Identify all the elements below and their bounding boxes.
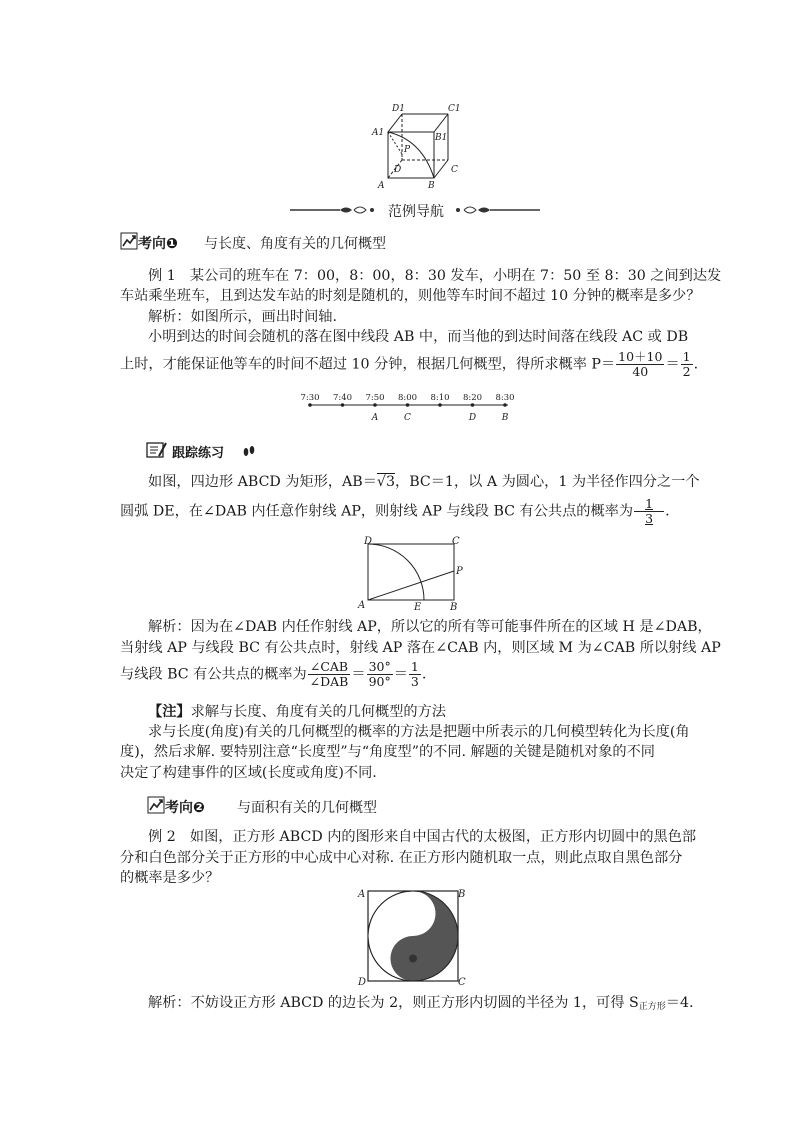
cube-label-c: C <box>451 165 458 175</box>
cube-figure <box>368 100 464 192</box>
timeline-tick-dot <box>373 403 377 407</box>
example1-line2: 车站乘坐班车，且到达发车站的时刻是随机的，则他等车时间不超过 10 分钟的概率是多少？ <box>120 288 701 304</box>
practice-q2-pre: 圆弧 DE，在∠DAB 内任意作射线 AP，则射线 AP 与线段 BC 有公共点的概率为 <box>120 503 634 520</box>
probability-fraction-2 <box>681 350 693 379</box>
practice-q1-pre: 如图，四边形 ABCD 为矩形，AB＝ <box>148 474 377 490</box>
timeline-point-c: C <box>404 413 411 423</box>
note-heading <box>148 702 676 722</box>
section-title: 范例导航 <box>388 204 444 220</box>
timeline-tick-label: 8:30 <box>495 393 515 403</box>
solution2-l3-pre: 与线段 BC 有公共点的概率为 <box>120 666 307 683</box>
solution3-post: ＝4. <box>665 995 694 1011</box>
left-ornament <box>280 204 380 216</box>
note-title: 求解与长度、角度有关的几何概型的方法 <box>190 704 446 720</box>
note-line3: 决定了构建事件的区域(长度或角度)不同. <box>120 765 377 781</box>
f2-num: 30° <box>368 659 391 674</box>
rect-label-b: B <box>450 602 458 613</box>
probability-fraction-1 <box>616 350 664 379</box>
example2-line1: 例 2 如图，正方形 ABCD 内的图形来自中国古代的太极图，正方形内切圆中的黑色部 <box>148 829 697 845</box>
timeline-point-a: A <box>371 413 379 423</box>
note-line2: 度)，然后求解. 要特别注意“长度型”与“角度型”的不同. 解题的关键是随机对象的不同 <box>120 744 655 760</box>
cube-label-b: B <box>428 181 435 191</box>
example1-sol3-text: 上时，才能保证他等车的时间不超过 10 分钟，根据几何概型，得所求概率 P＝ <box>120 356 616 373</box>
eq2: ＝ <box>393 666 408 683</box>
timeline-tick-dot <box>308 403 312 407</box>
cube-label-a1: A1 <box>372 128 385 138</box>
solution3-sub: 正方形 <box>638 1002 666 1012</box>
note-line1: 求与长度(角度)有关的几何概型的概率的方法是把题中所表示的几何模型转化为长度(角 <box>148 724 690 740</box>
timeline-tick-label: 7:50 <box>365 393 385 403</box>
frac2-den: 2 <box>682 364 691 379</box>
answer-num: 1 <box>634 497 664 512</box>
f2-den: 90° <box>368 674 391 689</box>
answer-den: 3 <box>645 511 654 526</box>
f1-num: ∠CAB <box>308 660 351 675</box>
topic1-title: 与长度、角度有关的几何概型 <box>204 236 386 252</box>
timeline-tick-dot <box>471 403 475 407</box>
example1-solution2: 小明到达的时间会随机的落在图中线段 AB 中，而当他的到达时间落在线段 AC 或 DB <box>148 329 689 345</box>
example1-line1: 例 1 某公司的班车在 7：00，8：00，8：30 发车，小明在 7：50 至 8：30 之间到达发 <box>148 268 722 284</box>
section-header <box>280 201 550 219</box>
equals: ＝ <box>665 356 680 373</box>
cube-label-c1: C1 <box>448 104 461 114</box>
topic1-marker: 考向❶ <box>138 236 178 252</box>
period: . <box>421 666 427 683</box>
solution3-line <box>148 993 694 1017</box>
rect-label-d: D <box>364 536 373 547</box>
solution2-line2: 当射线 AP 与线段 BC 有公共点时，射线 AP 落在∠CAB 内，则区域 M 为∠CAB 所以射线 AP <box>120 640 721 656</box>
answer-fraction <box>634 497 664 526</box>
timeline-figure <box>296 390 526 426</box>
trend-icon <box>147 796 165 814</box>
result-fraction <box>409 660 421 689</box>
eq1: ＝ <box>351 666 366 683</box>
cube-label-a: A <box>378 181 385 191</box>
frac2-num: 1 <box>682 349 691 364</box>
practice-line2 <box>120 497 676 531</box>
topic2-title: 与面积有关的几何概型 <box>237 800 377 816</box>
cube-label-p: P <box>404 145 411 155</box>
rect-label-p: P <box>456 566 463 577</box>
timeline-tick-dot <box>406 403 410 407</box>
rectangle-figure <box>356 534 468 614</box>
rect-label-c: C <box>452 536 460 547</box>
angle-fraction <box>308 660 351 689</box>
timeline-tick-dot <box>438 403 442 407</box>
rect-label-e: E <box>414 602 422 613</box>
cube-label-b1: B1 <box>435 133 448 143</box>
cube-label-d: D <box>394 165 402 175</box>
timeline-tick-label: 8:20 <box>462 393 483 403</box>
timeline-point-d: D <box>468 413 477 423</box>
timeline-tick-label: 7:40 <box>332 393 353 403</box>
pencil-book-icon <box>146 440 168 460</box>
timeline-tick-label: 7:30 <box>300 393 320 403</box>
cube-label-d1: D1 <box>392 104 405 114</box>
example2-line3: 的概率是多少？ <box>120 870 220 886</box>
f1-den: ∠DAB <box>309 674 349 689</box>
f3-den: 3 <box>410 674 419 689</box>
period: . <box>693 356 699 373</box>
solution2-line3 <box>120 660 676 696</box>
timeline-tick-dot <box>341 403 345 407</box>
taiji-label-a: A <box>358 889 366 900</box>
period: . <box>665 503 670 520</box>
sqrt3: √3 <box>376 474 395 490</box>
frac1-num: 10＋10 <box>618 349 663 364</box>
solution3-pre: 解析：不妨设正方形 ABCD 的边长为 2，则正方形内切圆的半径为 1，可得 S <box>148 995 639 1011</box>
timeline-tick-label: 8:10 <box>430 393 450 403</box>
trend-icon <box>120 232 138 250</box>
timeline-tick-dot <box>503 403 507 407</box>
taiji-figure <box>356 885 466 989</box>
timeline-point-b: B <box>501 413 509 423</box>
example1-solution3 <box>120 349 699 384</box>
example2-line2: 分和白色部分关于正方形的中心成中心对称. 在正方形内随机取一点，则此点取自黑色部分 <box>120 850 683 866</box>
solution2-line1: 解析：因为在∠DAB 内任作射线 AP，所以它的所有等可能事件所在的区域 H 是∠DAB， <box>148 619 712 635</box>
degree-fraction <box>367 660 393 689</box>
taiji-label-d: D <box>358 977 367 988</box>
rect-label-a: A <box>358 600 366 611</box>
practice-q1-post: ，BC＝1，以 A 为圆心，1 为半径作四分之一个 <box>395 474 700 490</box>
taiji-label-c: C <box>458 977 466 988</box>
timeline-tick-label: 8:00 <box>397 393 418 403</box>
taiji-label-b: B <box>458 889 466 900</box>
note-tag: 【注】 <box>148 704 191 720</box>
practice-line1 <box>148 472 700 492</box>
footprint-icon <box>242 444 256 458</box>
frac1-den: 40 <box>632 364 649 379</box>
topic2-marker: 考向❷ <box>165 800 205 816</box>
example1-solution1: 解析：如图所示，画出时间轴. <box>148 309 337 325</box>
right-ornament <box>450 204 550 216</box>
f3-num: 1 <box>410 659 419 674</box>
practice-title: 跟踪练习 <box>172 446 225 461</box>
